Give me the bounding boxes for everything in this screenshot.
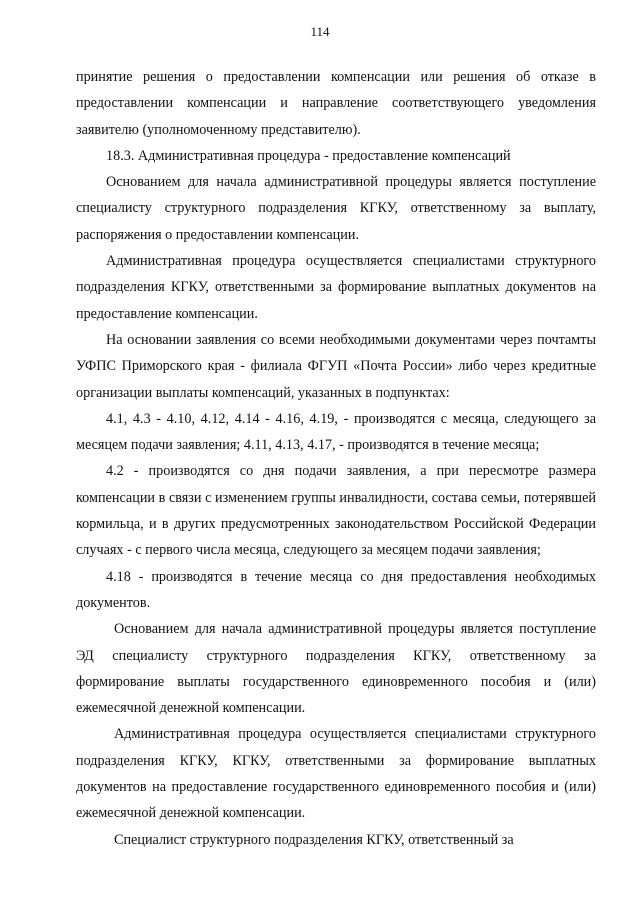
paragraph: Административная процедура осуществляется специалистами структурного подразделения КГКУ, КГКУ, ответственными за формирование выплатных документов на предоставление государственного единовременного пособия и (или) ежемесячной денежной компенсации. — [76, 726, 596, 822]
paragraph: Административная процедура осуществляется специалистами структурного подразделения КГКУ, ответственными за формирование выплатных документов на предоставление компенсации. — [76, 253, 596, 322]
paragraph: 4.1, 4.3 - 4.10, 4.12, 4.14 - 4.16, 4.19, - производятся с месяца, следующего за месяцем подачи заявления; 4.11, 4.13, 4.17, - производятся в течение месяца; — [76, 410, 596, 454]
document-body — [76, 64, 596, 853]
paragraph: Основанием для начала административной процедуры является поступление специалисту структурного подразделения КГКУ, ответственному за выплату, распоряжения о предоставлении компенсации. — [76, 174, 596, 243]
section-heading: 18.3. Административная процедура - предоставление компенсаций — [106, 147, 511, 164]
paragraph: 4.18 - производятся в течение месяца со дня предоставления необходимых документов. — [76, 568, 596, 611]
paragraph: 4.2 - производятся со дня подачи заявления, а при пересмотре размера компенсации в связи с изменением группы инвалидности, состава семьи, потерявшей кормильца, и в других предусмотренных законодательством Российской Федерации случаях - с первого числа месяца, следующего за месяцем подачи заявления; — [76, 463, 596, 559]
paragraph: Специалист структурного подразделения КГКУ, ответственный за — [114, 831, 514, 848]
page-number: 114 — [310, 24, 330, 39]
paragraph: Основанием для начала административной процедуры является поступление ЭД специалисту структурного подразделения КГКУ, ответственному за формирование выплаты государственного единовременного пособия и (или) ежемесячной денежной компенсации. — [76, 621, 596, 717]
paragraph: На основании заявления со всеми необходимыми документами через почтамты УФПС Приморского края - филиала ФГУП «Почта России» либо через кредитные организации выплаты компенсаций, указанных в подпунктах: — [76, 331, 596, 401]
paragraph: принятие решения о предоставлении компенсации или решения об отказе в предоставлении компенсации и направление соответствующего уведомления заявителю (уполномоченному представителю). — [76, 69, 596, 138]
